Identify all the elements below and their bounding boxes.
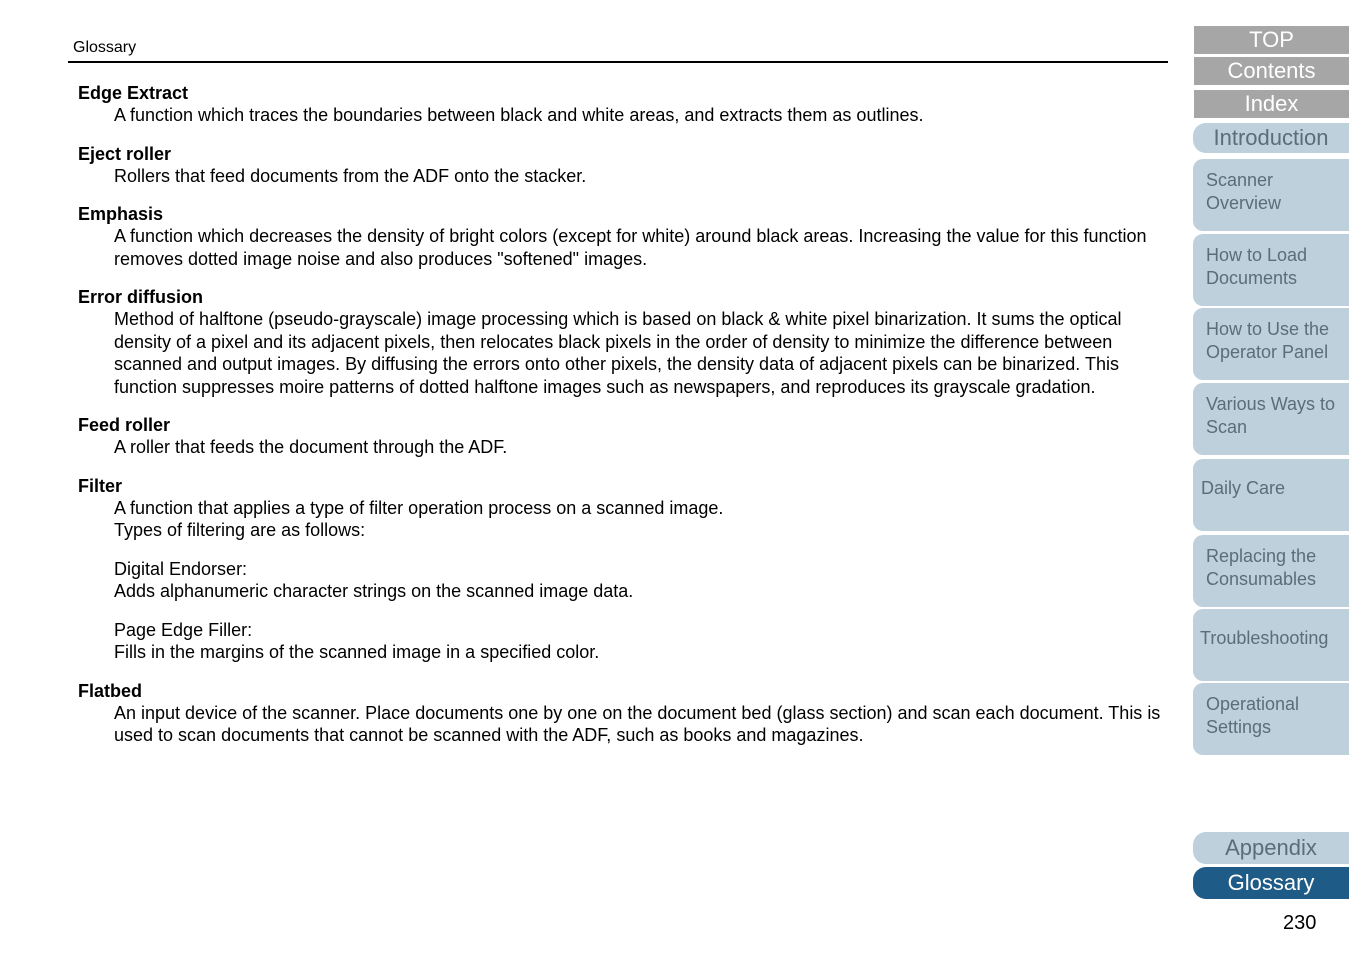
glossary-term: Filter: [78, 475, 123, 496]
tab-introduction[interactable]: Introduction: [1193, 123, 1349, 153]
definition-text: A function which traces the boundaries between black and white areas, and extracts them as outlines.: [114, 105, 924, 125]
tab-daily-care[interactable]: Daily Care: [1193, 459, 1349, 531]
glossary-entry-eject-roller: [78, 143, 1163, 188]
page-header-title: Glossary: [73, 39, 137, 56]
tab-various-ways-to-scan[interactable]: [1193, 383, 1349, 455]
tab-label-line: How to Use the: [1206, 319, 1330, 339]
tab-label-line: Operator Panel: [1206, 341, 1329, 362]
glossary-definition: [78, 225, 1163, 270]
definition-text: Method of halftone (pseudo-grayscale) image processing which is based on black & white pixel binarization. It sums the optical density of a pixel and its adjacent pixels, then relocates black pixels in the order of density to minimize the difference between scanned and output images. By diffusing the errors onto other pixels, the density data of adjacent pixels can be binarized. This function suppresses moire patterns of dotted halftone images such as newspapers, and reproduces its grayscale gradation.: [114, 309, 1122, 397]
glossary-term: Edge Extract: [78, 83, 189, 103]
tab-label-line: Various Ways to: [1206, 394, 1336, 414]
page-number: 230: [1283, 912, 1317, 934]
tab-label-line: Overview: [1206, 192, 1282, 213]
definition-text: A roller that feeds the document through the ADF.: [114, 437, 508, 457]
top-button[interactable]: TOP: [1194, 26, 1349, 54]
glossary-definition: [78, 308, 1163, 398]
tab-troubleshooting[interactable]: Troubleshooting: [1193, 609, 1349, 681]
tab-glossary[interactable]: Glossary: [1193, 867, 1349, 899]
glossary-term: Flatbed: [78, 680, 143, 701]
glossary-entry-flatbed: [78, 680, 1163, 747]
tab-label-line: Scan: [1206, 416, 1248, 437]
tab-scanner-overview[interactable]: [1193, 159, 1349, 231]
glossary-definition: [78, 497, 1163, 664]
glossary-term: Eject roller: [78, 143, 172, 164]
filter-type-description: Fills in the margins of the scanned image in a specified color.: [114, 642, 600, 662]
tab-label-line: Documents: [1206, 267, 1298, 288]
glossary-definition: [78, 165, 1163, 188]
glossary-entry-edge-extract: [78, 82, 1163, 127]
glossary-term: Error diffusion: [78, 287, 203, 307]
glossary-definition: [78, 436, 1163, 459]
glossary-entry-error-diffusion: [78, 286, 1163, 398]
definition-text: An input device of the scanner. Place documents one by one on the document bed (glass section) and scan each document. This is used to scan documents that cannot be scanned with the ADF, such as books and magazines.: [114, 702, 1161, 745]
definition-text: A function which decreases the density of bright colors (except for white) around black areas. Increasing the value for this function removes dotted image noise and also produces "softened" images.: [114, 226, 1147, 269]
index-button[interactable]: Index: [1194, 90, 1349, 118]
tab-label-line: Replacing the: [1206, 546, 1317, 566]
definition-text: A function that applies a type of filter operation process on a scanned image.: [114, 497, 724, 518]
tab-label-line: How to Load: [1206, 245, 1308, 265]
tab-how-to-load-documents[interactable]: [1193, 234, 1349, 306]
definition-text: Rollers that feed documents from the ADF onto the stacker.: [114, 165, 587, 186]
tab-appendix[interactable]: Appendix: [1193, 832, 1349, 864]
glossary-term: Emphasis: [78, 204, 164, 224]
glossary-entry-emphasis: [78, 203, 1163, 270]
tab-operator-panel[interactable]: [1193, 308, 1349, 380]
glossary-content: [78, 82, 1163, 763]
filter-type-name: Digital Endorser:: [114, 558, 248, 579]
contents-button[interactable]: Contents: [1194, 57, 1349, 85]
glossary-term: Feed roller: [78, 415, 171, 435]
tab-replacing-consumables[interactable]: [1193, 535, 1349, 607]
definition-text: Types of filtering are as follows:: [114, 520, 366, 540]
tab-label-line: Operational: [1206, 694, 1300, 714]
filter-type-name: Page Edge Filler:: [114, 619, 253, 640]
tab-label-line: Scanner: [1206, 170, 1274, 190]
tab-label-line: Settings: [1206, 716, 1272, 737]
glossary-entry-filter: [78, 475, 1163, 664]
glossary-definition: [78, 702, 1163, 747]
header-divider: [68, 61, 1168, 63]
glossary-entry-feed-roller: [78, 414, 1163, 459]
filter-type-description: Adds alphanumeric character strings on the scanned image data.: [114, 581, 634, 601]
tab-operational-settings[interactable]: [1193, 683, 1349, 755]
tab-label-line: Consumables: [1206, 568, 1317, 589]
glossary-definition: [78, 104, 1163, 127]
